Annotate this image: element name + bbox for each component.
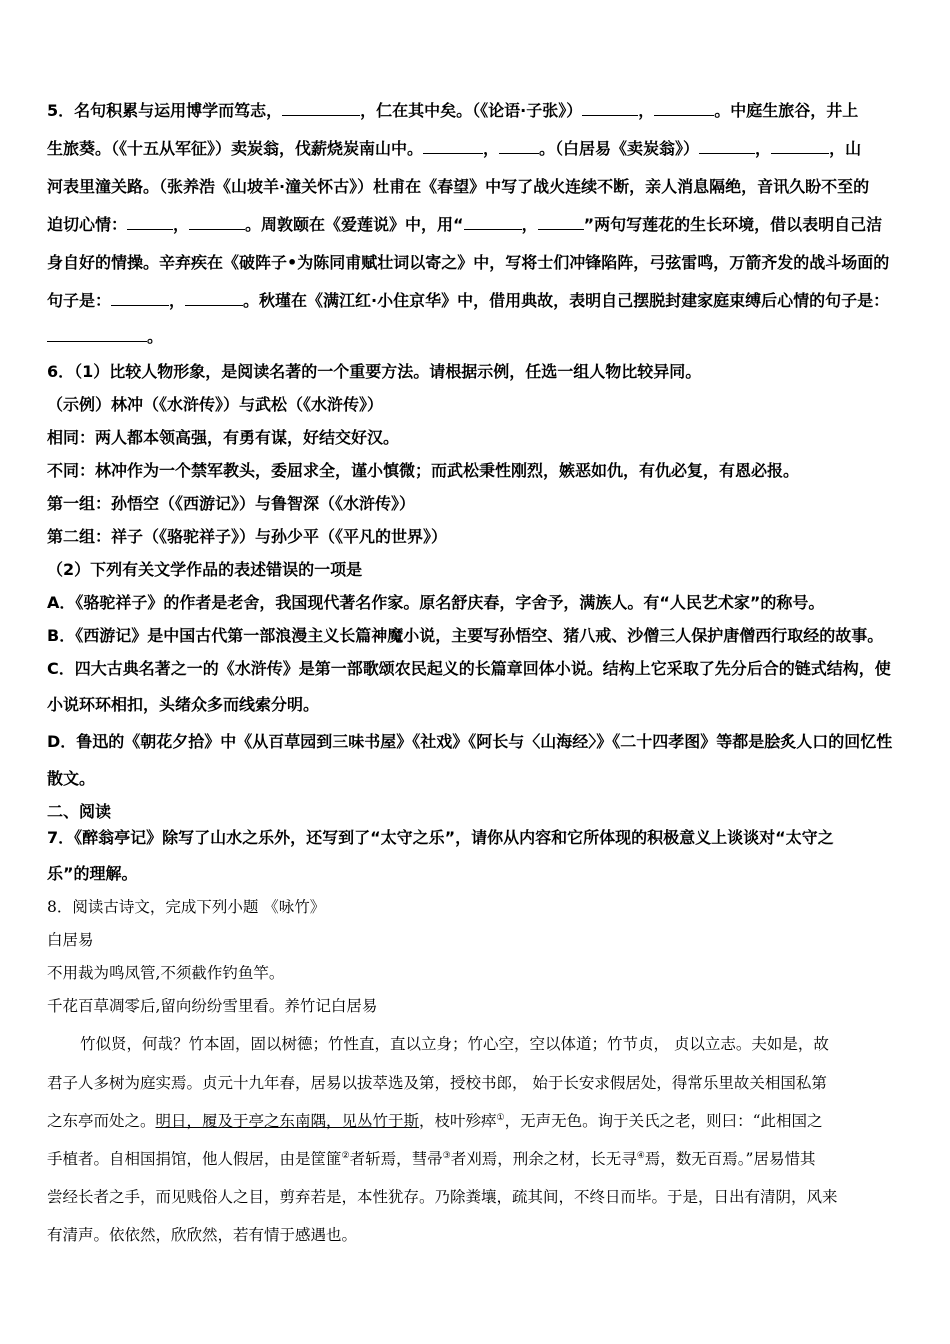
q8-line-1: 8．阅读古诗文，完成下列小题 《咏竹》: [47, 898, 326, 916]
q8-poem-line-1: 不用裁为鸣凤管,不须截作钓鱼竿。: [47, 964, 285, 982]
q5-line-1: 5．名句积累与运用博学而笃志， ，仁在其中矣。（《论语·子张》） ， 。中庭生旅谷，井上: [47, 101, 859, 120]
q6-option-a: A．《骆驼祥子》的作者是老舍，我国现代著名作家。原名舒庆春，字舍予，满族人。有“人民艺术家”的称号。: [47, 593, 825, 612]
blank: [771, 139, 829, 154]
q6-line-5: 第一组：孙悟空（《西游记》）与鲁智深（《水浒传》）: [47, 494, 416, 513]
blank: [111, 291, 169, 306]
blank: [127, 215, 173, 230]
blank: [464, 215, 522, 230]
q8-prose-line-2: 君子人多树为庭实焉。贞元十九年春，居易以拔萃选及第，授校书郎， 始于长安求假居处，得常乐里故关相国私第: [47, 1074, 827, 1092]
underlined-sentence: 明日，履及于亭之东南隅，见丛竹于斯: [155, 1112, 420, 1130]
q8-prose-line-3: 之东亭而处之。明日，履及于亭之东南隅，见丛竹于斯，枝叶殄瘁①，无声无色。询于关氏之老，则曰：“此相国之: [47, 1112, 823, 1130]
q6-option-b: B．《西游记》是中国古代第一部浪漫主义长篇神魔小说，主要写孙悟空、猪八戒、沙僧三人保护唐僧西行取经的故事。: [47, 626, 884, 645]
q8-prose-line-6: 有清声。依依然，欣欣然，若有情于感遇也。: [47, 1226, 358, 1244]
q6-line-7: （2）下列有关文学作品的表述错误的一项是: [47, 560, 363, 579]
q8-author: 白居易: [47, 931, 94, 949]
q6-option-d-line-2: 散文。: [47, 769, 96, 788]
q6-line-6: 第二组：祥子（《骆驼祥子》）与孙少平（《平凡的世界》）: [47, 527, 448, 546]
q5-line-3: 河表里潼关路。（张养浩《山坡羊·潼关怀古》）杜甫在《春望》中写了战火连续不断，亲人消息隔绝，音讯久盼不至的: [47, 177, 870, 196]
blank: [654, 101, 714, 116]
blank: [423, 139, 483, 154]
q7-line-2: 乐”的理解。: [47, 864, 138, 883]
q8-prose-line-1: 竹似贤，何哉？竹本固，固以树德；竹性直，直以立身；竹心空，空以体道；竹节贞， 贞以立志。夫如是，故: [80, 1035, 829, 1053]
footnote-marker: ③: [442, 1150, 451, 1161]
blank: [582, 101, 638, 116]
blank: [185, 291, 243, 306]
blank: [538, 215, 584, 230]
footnote-marker: ④: [636, 1150, 645, 1161]
blank: [47, 327, 147, 342]
section-heading: 二、阅读: [47, 802, 112, 821]
q8-poem-line-2: 千花百草凋零后,留向纷纷雪里看。养竹记白居易: [47, 997, 378, 1015]
blank: [282, 101, 360, 116]
q5-line-7: 。: [47, 326, 163, 348]
q5-line-4: 迫切心情： ， 。周敦颐在《爱莲说》中，用“ ， ”两句写莲花的生长环境，借以表明自己洁: [47, 215, 883, 234]
q7-line-1: 7．《醉翁亭记》除写了山水之乐外，还写到了“太守之乐”，请你从内容和它所体现的积极意义上谈谈对“太守之: [47, 828, 834, 847]
footnote-marker: ①: [496, 1112, 505, 1123]
q8-prose-line-5: 尝经长者之手，而见贱俗人之目，剪弃若是，本性犹存。乃除粪壤，疏其间，不终日而毕。于是，日出有清阴，风来: [47, 1188, 838, 1206]
q6-line-2: （示例）林冲（《水浒传》）与武松（《水浒传》）: [47, 395, 384, 414]
q5-line-2: 生旅葵。（《十五从军征》）卖炭翁，伐薪烧炭南山中。 ， 。（白居易《卖炭翁》） ， ，山: [47, 139, 862, 158]
q6-line-3: 相同：两人都本领高强，有勇有谋，好结交好汉。: [47, 428, 400, 447]
q6-option-c-line-2: 小说环环相扣，头绪众多而线索分明。: [47, 695, 320, 714]
footnote-marker: ②: [341, 1150, 350, 1161]
q6-option-d-line-1: D．鲁迅的《朝花夕拾》中《从百草园到三味书屋》《社戏》《阿长与〈山海经〉》《二十四孝图》等都是脍炙人口的回忆性: [47, 732, 893, 751]
q5-line-5: 身自好的情操。辛弃疾在《破阵子•为陈同甫赋壮词以寄之》中，写将士们冲锋陷阵，弓弦雷鸣，万箭齐发的战斗场面的: [47, 253, 890, 272]
blank: [189, 215, 245, 230]
q8-prose-line-4: 手植者。自相国捐馆，他人假居，由是筐篚②者斩焉，彗帚③者刈焉，刑余之材，长无寻④焉，数无百焉。”居易惜其: [47, 1150, 816, 1168]
blank: [699, 139, 755, 154]
q6-option-c-line-1: C．四大古典名著之一的《水浒传》是第一部歌颂农民起义的长篇章回体小说。结构上它采取了先分后合的链式结构，使: [47, 659, 891, 678]
q6-line-4: 不同：林冲作为一个禁军教头，委屈求全，谨小慎微；而武松秉性刚烈，嫉恶如仇，有仇必复，有恩必报。: [47, 461, 800, 480]
q6-line-1: 6．（1）比较人物形象，是阅读名著的一个重要方法。请根据示例，任选一组人物比较异同。: [47, 362, 702, 381]
blank: [499, 139, 539, 154]
q5-line-6: 句子是： ， 。秋瑾在《满江红·小住京华》中，借用典故，表明自己摆脱封建家庭束缚后心情的句子是：: [47, 291, 890, 310]
